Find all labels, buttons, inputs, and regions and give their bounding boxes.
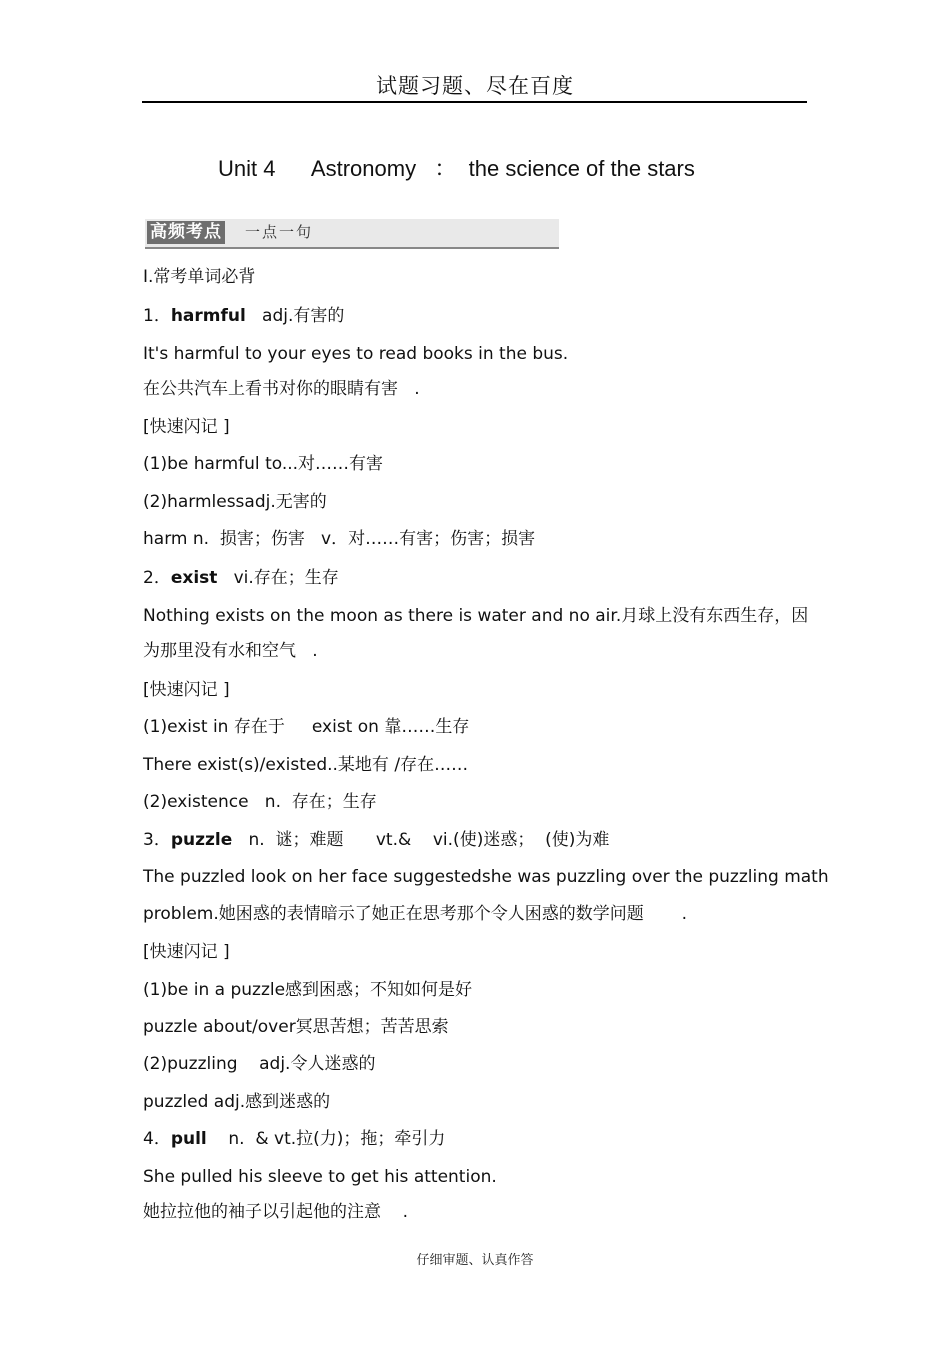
entry-definition: vi.存在；生存	[217, 568, 339, 588]
entry-definition: n. & vt.拉(力)；拖；牵引力	[206, 1129, 446, 1149]
memo-line: puzzled adj.感到迷惑的	[143, 1092, 331, 1112]
banner-tag: 高频考点	[147, 221, 225, 244]
example-translation: 为那里没有水和空气 .	[143, 641, 318, 661]
example-sentence: Nothing exists on the moon as there is water and no air.月球上没有东西生存，因	[143, 606, 809, 626]
page-header-title: 试题习题、尽在百度	[376, 74, 574, 98]
memo-line: There exist(s)/existed..某地有 /存在……	[143, 755, 469, 775]
entry-pull-heading	[143, 1128, 809, 1150]
section-heading: Ⅰ.常考单词必背	[143, 267, 256, 287]
memo-line: (2)harmlessadj.无害的	[143, 492, 327, 512]
memo-line: (1)be in a puzzle感到困惑；不知如何是好	[143, 980, 473, 1000]
example-sentence: The puzzled look on her face suggestedshe was puzzling over the puzzling math	[143, 867, 829, 887]
entry-puzzle-heading	[143, 829, 809, 851]
example-translation: 她拉拉他的袖子以引起他的注意 .	[143, 1202, 409, 1222]
headword: harmful	[170, 306, 246, 326]
unit-title: Unit 4 Astronomy ： the science of the stars	[218, 156, 695, 181]
entry-definition: adj.有害的	[245, 306, 345, 326]
headword: puzzle	[170, 830, 233, 850]
headword: pull	[170, 1129, 207, 1149]
example-sentence-cont: problem.她困惑的表情暗示了她正在思考那个令人困惑的数学问题 .	[143, 904, 687, 924]
memo-line: (2)existence n. 存在；生存	[143, 792, 377, 812]
example-translation: 在公共汽车上看书对你的眼睛有害 .	[143, 379, 420, 399]
entry-number: 4．	[143, 1129, 171, 1149]
memo-line: harm n. 损害；伤害 v．对……有害；伤害；损害	[143, 529, 536, 549]
entry-number: 1．	[143, 306, 171, 326]
section-banner	[145, 219, 559, 249]
header-divider	[142, 101, 807, 103]
entry-number: 3．	[143, 830, 171, 850]
quick-memo-label: [快速闪记 ]	[143, 942, 230, 962]
entry-number: 2．	[143, 568, 171, 588]
page-footer: 仔细审题、认真作答	[416, 1253, 534, 1268]
memo-line: (1)exist in 存在于 exist on 靠……生存	[143, 717, 470, 737]
memo-line: (1)be harmful to...对……有害	[143, 454, 384, 474]
quick-memo-label: [快速闪记 ]	[143, 417, 230, 437]
entry-exist-heading	[143, 567, 809, 589]
headword: exist	[170, 568, 218, 588]
memo-line: (2)puzzling adj.令人迷惑的	[143, 1054, 376, 1074]
quick-memo-label: [快速闪记 ]	[143, 680, 230, 700]
entry-definition: n. 谜；难题 vt.& vi.(使)迷惑； (使)为难	[232, 830, 610, 850]
example-sentence: It's harmful to your eyes to read books in the bus.	[143, 344, 569, 364]
entry-harmful-heading	[143, 305, 809, 327]
example-sentence: She pulled his sleeve to get his attention.	[143, 1167, 497, 1187]
memo-line: puzzle about/over冥思苦想；苦苦思索	[143, 1017, 449, 1037]
banner-subtitle: 一点一句	[245, 223, 314, 241]
